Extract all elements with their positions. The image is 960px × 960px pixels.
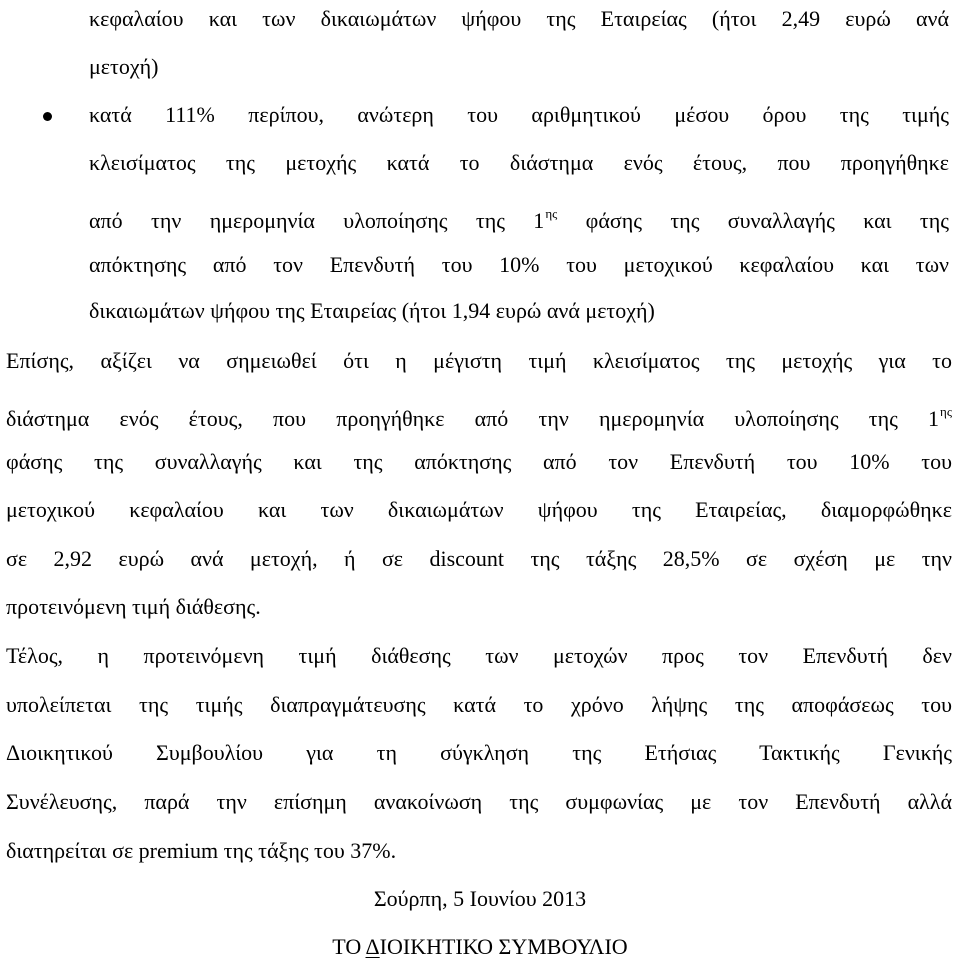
text-segment: διάστημα ενός έτους, που προηγήθηκε από την ημερομηνία υλοποίησης της 1 — [6, 406, 940, 431]
date-line: Σούρπη, 5 Ιουνίου 2013 — [373, 886, 587, 911]
bullet-icon — [43, 112, 52, 121]
signature-prefix: ΤΟ — [332, 934, 366, 959]
text-segment: από την ημερομηνία υλοποίησης της 1 — [89, 208, 545, 233]
paragraph-line: μετοχή) — [89, 54, 159, 79]
paragraph-line: κλεισίματος της μετοχής κατά το διάστημα ενός έτους, που προηγήθηκε — [89, 150, 949, 175]
paragraph-line: Τέλος, η προτεινόμενη τιμή διάθεσης των μετοχών προς τον Επενδυτή δεν — [6, 643, 952, 668]
paragraph-line: απόκτησης από τον Επενδυτή του 10% του μετοχικού κεφαλαίου και των — [89, 252, 949, 277]
paragraph-line — [6, 399, 952, 432]
paragraph-line: Διοικητικού Συμβουλίου για τη σύγκληση της Ετήσιας Τακτικής Γενικής — [6, 740, 952, 765]
paragraph-line: κατά 111% περίπου, ανώτερη του αριθμητικού μέσου όρου της τιμής — [89, 102, 949, 127]
signature-rest: ΙΟΙΚΗΤΙΚΟ ΣΥΜΒΟΥΛΙΟ — [379, 934, 628, 959]
paragraph-line: κεφαλαίου και των δικαιωμάτων ψήφου της Εταιρείας (ήτοι 2,49 ευρώ ανά — [89, 6, 949, 31]
text-segment: φάσης της συναλλαγής και της — [557, 208, 949, 233]
paragraph-line: προτεινόμενη τιμή διάθεσης. — [6, 594, 261, 619]
signature-line — [0, 934, 960, 960]
paragraph-line: διατηρείται σε premium της τάξης του 37%. — [6, 838, 397, 863]
paragraph-line: φάσης της συναλλαγής και της απόκτησης από τον Επενδυτή του 10% του — [6, 449, 952, 474]
superscript: ης — [545, 206, 558, 221]
superscript: ης — [940, 404, 952, 419]
paragraph-line: Συνέλευσης, παρά την επίσημη ανακοίνωση της συμφωνίας με τον Επενδυτή αλλά — [6, 789, 952, 814]
paragraph-line: σε 2,92 ευρώ ανά μετοχή, ή σε discount της τάξης 28,5% σε σχέση με την — [6, 546, 952, 571]
paragraph-line: υπολείπεται της τιμής διαπραγμάτευσης κατά το χρόνο λήψης της αποφάσεως του — [6, 692, 952, 717]
signature-underlined-letter: Δ — [365, 934, 380, 959]
paragraph-line: μετοχικού κεφαλαίου και των δικαιωμάτων ψήφου της Εταιρείας, διαμορφώθηκε — [6, 497, 952, 522]
paragraph-line: δικαιωμάτων ψήφου της Εταιρείας (ήτοι 1,94 ευρώ ανά μετοχή) — [89, 298, 655, 323]
paragraph-line — [89, 201, 949, 234]
paragraph-line: Επίσης, αξίζει να σημειωθεί ότι η μέγιστη τιμή κλεισίματος της μετοχής για το — [6, 348, 952, 373]
